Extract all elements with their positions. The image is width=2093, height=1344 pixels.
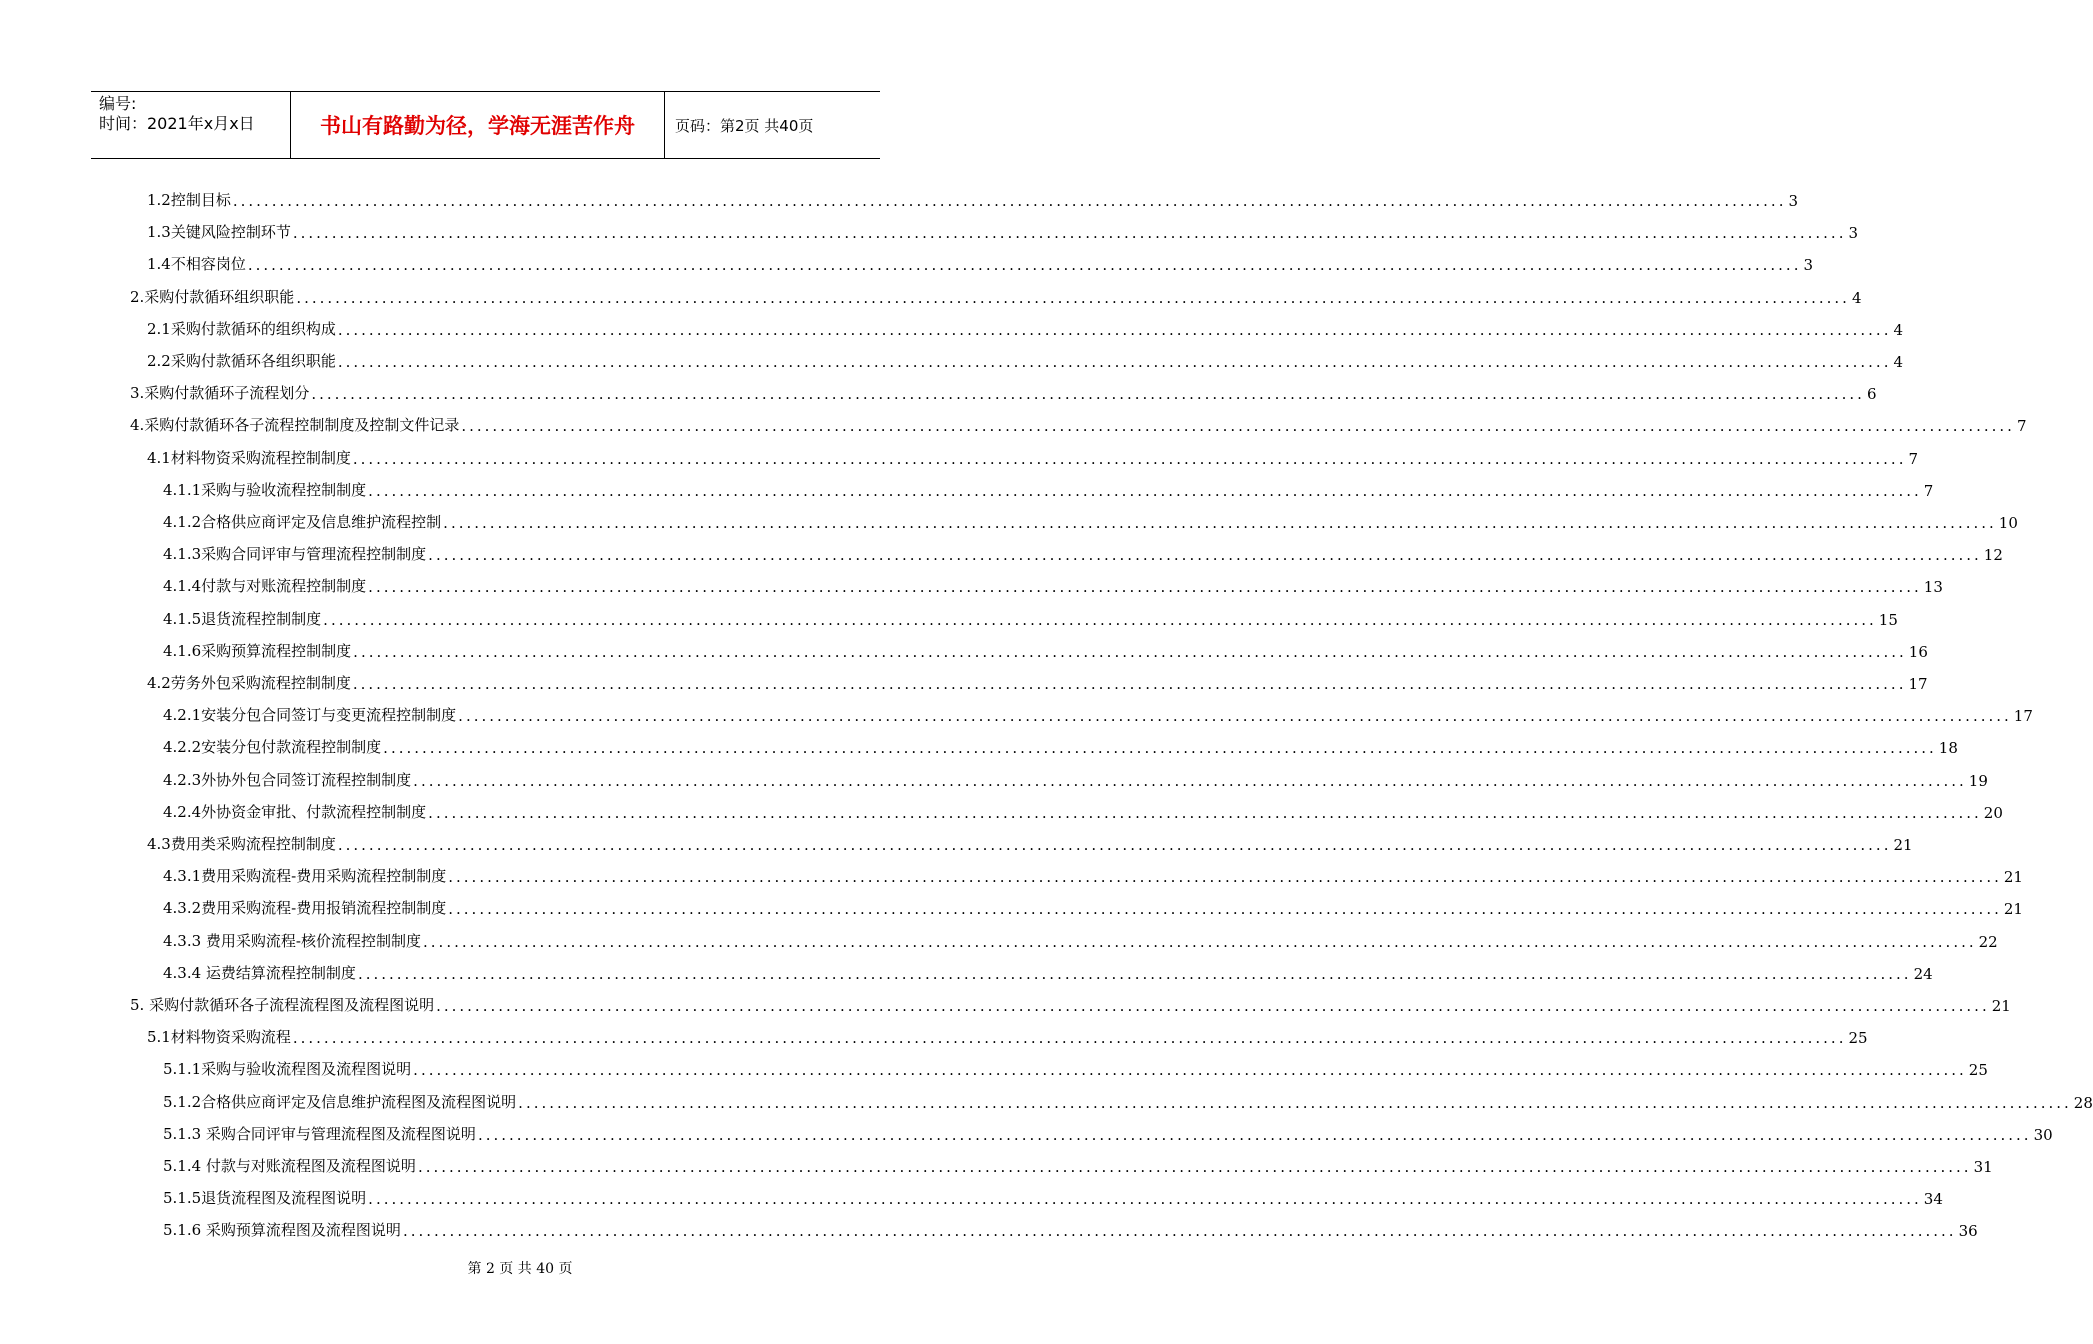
- document-number-label: 编号:: [99, 94, 137, 113]
- toc-entry-page: 15: [1878, 610, 1898, 629]
- toc-entry-title: 4.3费用类采购流程控制制度: [147, 835, 336, 853]
- toc-leader-dots: ........................................................................................................................................................................................................: [352, 449, 1907, 468]
- toc-leader-dots: ........................................................................................................................................................................................................: [232, 192, 1787, 210]
- toc-entry-page: 7: [1908, 449, 1919, 468]
- header-motto: 书山有路勤为径，学海无涯苦作舟: [291, 92, 665, 158]
- toc-entry-title: 1.2控制目标: [147, 191, 231, 209]
- toc-entry-title: 4.1.2合格供应商评定及信息维护流程控制: [163, 513, 442, 531]
- toc-entry-title: 5.1.5退货流程图及流程图说明: [163, 1189, 367, 1208]
- toc-leader-dots: ........................................................................................................................................................................................................: [368, 578, 1922, 597]
- toc-leader-dots: ........................................................................................................................................................................................................: [337, 320, 1892, 339]
- toc-entry-page: 25: [1848, 1029, 1868, 1048]
- toc-leader-dots: ........................................................................................................................................................................................................: [448, 868, 2002, 887]
- toc-leader-dots: ........................................................................................................................................................................................................: [461, 417, 2015, 436]
- toc-entry-page: 22: [1978, 932, 1998, 951]
- toc-entry[interactable]: [147, 832, 1913, 854]
- toc-entry[interactable]: [163, 768, 1988, 790]
- toc-entry-page: 34: [1923, 1190, 1943, 1209]
- toc-entry-title: 4.3.2费用采购流程-费用报销流程控制制度: [163, 899, 447, 918]
- toc-entry-page: 3: [1848, 224, 1859, 243]
- toc-leader-dots: ........................................................................................................................................................................................................: [292, 224, 1847, 243]
- toc-entry-page: 4: [1893, 320, 1904, 339]
- toc-leader-dots: ........................................................................................................................................................................................................: [352, 675, 1907, 693]
- toc-leader-dots: ........................................................................................................................................................................................................: [413, 771, 1967, 790]
- toc-entry-page: 28: [2073, 1093, 2093, 1112]
- toc-leader-dots: ........................................................................................................................................................................................................: [477, 1125, 2032, 1144]
- toc-entry-page: 17: [2013, 707, 2033, 726]
- toc-leader-dots: ........................................................................................................................................................................................................: [337, 353, 1892, 371]
- toc-entry-page: 36: [1958, 1222, 1978, 1241]
- toc-entry[interactable]: [147, 446, 1919, 468]
- toc-entry-title: 4.2.1安装分包合同签订与变更流程控制制度: [163, 706, 457, 725]
- toc-leader-dots: ........................................................................................................................................................................................................: [311, 385, 1865, 404]
- toc-entry-page: 21: [1991, 997, 2011, 1015]
- toc-entry[interactable]: [163, 1186, 1943, 1209]
- toc-leader-dots: ........................................................................................................................................................................................................: [428, 546, 1982, 565]
- toc-entry[interactable]: [163, 639, 1928, 661]
- toc-entry[interactable]: [163, 542, 2003, 565]
- toc-entry-page: 4: [1893, 353, 1904, 371]
- toc-entry-title: 5.1.6 采购预算流程图及流程图说明: [163, 1221, 401, 1240]
- toc-leader-dots: ........................................................................................................................................................................................................: [383, 739, 1937, 758]
- toc-entry[interactable]: [163, 1090, 2093, 1112]
- toc-entry-page: 3: [1803, 256, 1814, 275]
- toc-entry-title: 4.2劳务外包采购流程控制制度: [147, 674, 351, 692]
- toc-entry[interactable]: [163, 896, 2023, 919]
- toc-entry[interactable]: [147, 671, 1928, 693]
- toc-entry-title: 4.1材料物资采购流程控制制度: [147, 448, 351, 467]
- toc-entry[interactable]: [163, 574, 1943, 597]
- toc-entry-page: 16: [1908, 642, 1928, 661]
- toc-entry-page: 18: [1938, 739, 1958, 758]
- toc-leader-dots: ........................................................................................................................................................................................................: [458, 707, 2012, 726]
- toc-entry-title: 5.1材料物资采购流程: [147, 1028, 291, 1047]
- toc-entry-page: 3: [1788, 192, 1799, 210]
- toc-leader-dots: ........................................................................................................................................................................................................: [337, 836, 1892, 854]
- toc-entry-page: 7: [1923, 481, 1934, 500]
- toc-entry-title: 5.1.4 付款与对账流程图及流程图说明: [163, 1157, 416, 1175]
- toc-entry-title: 2.1采购付款循环的组织构成: [147, 319, 336, 338]
- toc-entry[interactable]: [163, 961, 1933, 983]
- toc-entry-page: 21: [2003, 900, 2023, 919]
- toc-leader-dots: ........................................................................................................................................................................................................: [323, 610, 1877, 629]
- toc-entry[interactable]: [130, 413, 2027, 436]
- toc-entry[interactable]: [163, 929, 1998, 951]
- toc-entry-title: 4.2.4外协资金审批、付款流程控制制度: [163, 802, 427, 821]
- toc-entry[interactable]: [147, 220, 1859, 243]
- toc-entry[interactable]: [130, 381, 1877, 404]
- page-header: [91, 91, 880, 159]
- toc-entry-page: 4: [1851, 288, 1862, 307]
- toc-entry-title: 4.1.5退货流程控制制度: [163, 609, 322, 628]
- toc-entry-title: 5. 采购付款循环各子流程流程图及流程图说明: [130, 996, 435, 1014]
- toc-entry[interactable]: [147, 1025, 1868, 1048]
- toc-entry-page: 7: [2016, 417, 2027, 436]
- toc-entry[interactable]: [163, 607, 1898, 629]
- toc-entry[interactable]: [163, 735, 1958, 758]
- toc-entry[interactable]: [163, 864, 2023, 887]
- toc-entry-title: 4.1.6采购预算流程控制制度: [163, 641, 352, 660]
- page-footer: 第 2 页 共 40 页: [467, 1261, 573, 1277]
- toc-entry[interactable]: [163, 1154, 1993, 1176]
- toc-entry-page: 6: [1866, 385, 1877, 404]
- toc-leader-dots: ........................................................................................................................................................................................................: [436, 997, 1990, 1015]
- toc-entry-page: 21: [1893, 836, 1913, 854]
- toc-leader-dots: ........................................................................................................................................................................................................: [413, 1061, 1967, 1080]
- toc-entry-page: 19: [1968, 771, 1988, 790]
- toc-entry-page: 12: [1983, 546, 2003, 565]
- toc-leader-dots: ........................................................................................................................................................................................................: [417, 1158, 1972, 1176]
- toc-entry-title: 3.采购付款循环子流程划分: [130, 384, 310, 403]
- toc-entry-title: 4.3.4 运费结算流程控制制度: [163, 963, 356, 982]
- toc-leader-dots: ........................................................................................................................................................................................................: [368, 481, 1922, 500]
- toc-entry[interactable]: [163, 1122, 2053, 1144]
- toc-leader-dots: ........................................................................................................................................................................................................: [353, 642, 1907, 661]
- toc-entry-title: 2.2采购付款循环各组织职能: [147, 352, 336, 370]
- toc-entry-page: 24: [1913, 964, 1933, 983]
- toc-entry-page: 31: [1973, 1158, 1993, 1176]
- toc-entry-title: 5.1.1采购与验收流程图及流程图说明: [163, 1060, 412, 1079]
- toc-leader-dots: ........................................................................................................................................................................................................: [443, 514, 1997, 532]
- toc-entry-title: 4.2.3外协外包合同签订流程控制制度: [163, 770, 412, 789]
- toc-entry-title: 5.1.3 采购合同评审与管理流程图及流程图说明: [163, 1124, 476, 1143]
- toc-entry[interactable]: [163, 800, 2003, 822]
- toc-entry[interactable]: [130, 285, 1862, 307]
- header-page-info: 页码：第2页 共40页: [675, 116, 814, 135]
- toc-entry-title: 1.4不相容岗位: [147, 255, 246, 274]
- toc-entry[interactable]: [163, 510, 2018, 532]
- toc-leader-dots: ........................................................................................................................................................................................................: [448, 900, 2002, 919]
- toc-entry[interactable]: [147, 188, 1799, 210]
- toc-entry-page: 30: [2033, 1125, 2053, 1144]
- toc-entry-title: 2.采购付款循环组织职能: [130, 287, 295, 306]
- toc-entry[interactable]: [147, 349, 1904, 371]
- toc-leader-dots: ........................................................................................................................................................................................................: [423, 932, 1977, 951]
- toc-entry-title: 4.1.3采购合同评审与管理流程控制制度: [163, 545, 427, 564]
- toc-entry[interactable]: [147, 317, 1904, 339]
- toc-entry[interactable]: [147, 252, 1814, 275]
- toc-entry-page: 13: [1923, 578, 1943, 597]
- toc-entry[interactable]: [163, 1057, 1988, 1080]
- toc-entry-title: 4.采购付款循环各子流程控制制度及控制文件记录: [130, 416, 460, 435]
- document-time-label: 时间：2021年x月x日: [99, 114, 255, 133]
- toc-entry-title: 1.3关键风险控制环节: [147, 223, 291, 242]
- toc-entry-page: 21: [2003, 868, 2023, 887]
- toc-leader-dots: ........................................................................................................................................................................................................: [357, 964, 1912, 983]
- toc-entry-page: 10: [1998, 514, 2018, 532]
- toc-leader-dots: ........................................................................................................................................................................................................: [296, 288, 1850, 307]
- toc-entry[interactable]: [130, 993, 2011, 1015]
- toc-entry-title: 4.1.4付款与对账流程控制制度: [163, 577, 367, 596]
- header-meta-cell: [91, 92, 291, 158]
- toc-entry[interactable]: [163, 1218, 1978, 1241]
- toc-entry-title: 4.2.2安装分包付款流程控制制度: [163, 738, 382, 757]
- toc-entry[interactable]: [163, 478, 1934, 500]
- toc-leader-dots: ........................................................................................................................................................................................................: [292, 1029, 1847, 1048]
- toc-leader-dots: ........................................................................................................................................................................................................: [402, 1222, 1957, 1241]
- toc-entry-page: 17: [1908, 675, 1928, 693]
- toc-leader-dots: ........................................................................................................................................................................................................: [518, 1093, 2072, 1112]
- toc-leader-dots: ........................................................................................................................................................................................................: [247, 256, 1802, 275]
- toc-leader-dots: ........................................................................................................................................................................................................: [428, 803, 1982, 822]
- toc-leader-dots: ........................................................................................................................................................................................................: [368, 1190, 1922, 1209]
- toc-entry-title: 4.1.1采购与验收流程控制制度: [163, 480, 367, 499]
- toc-entry[interactable]: [163, 703, 2033, 726]
- toc-entry-title: 4.3.3 费用采购流程-核价流程控制制度: [163, 931, 422, 950]
- toc-entry-page: 25: [1968, 1061, 1988, 1080]
- toc-entry-title: 5.1.2合格供应商评定及信息维护流程图及流程图说明: [163, 1092, 517, 1111]
- toc-entry-title: 4.3.1费用采购流程-费用采购流程控制制度: [163, 867, 447, 886]
- toc-entry-page: 20: [1983, 803, 2003, 822]
